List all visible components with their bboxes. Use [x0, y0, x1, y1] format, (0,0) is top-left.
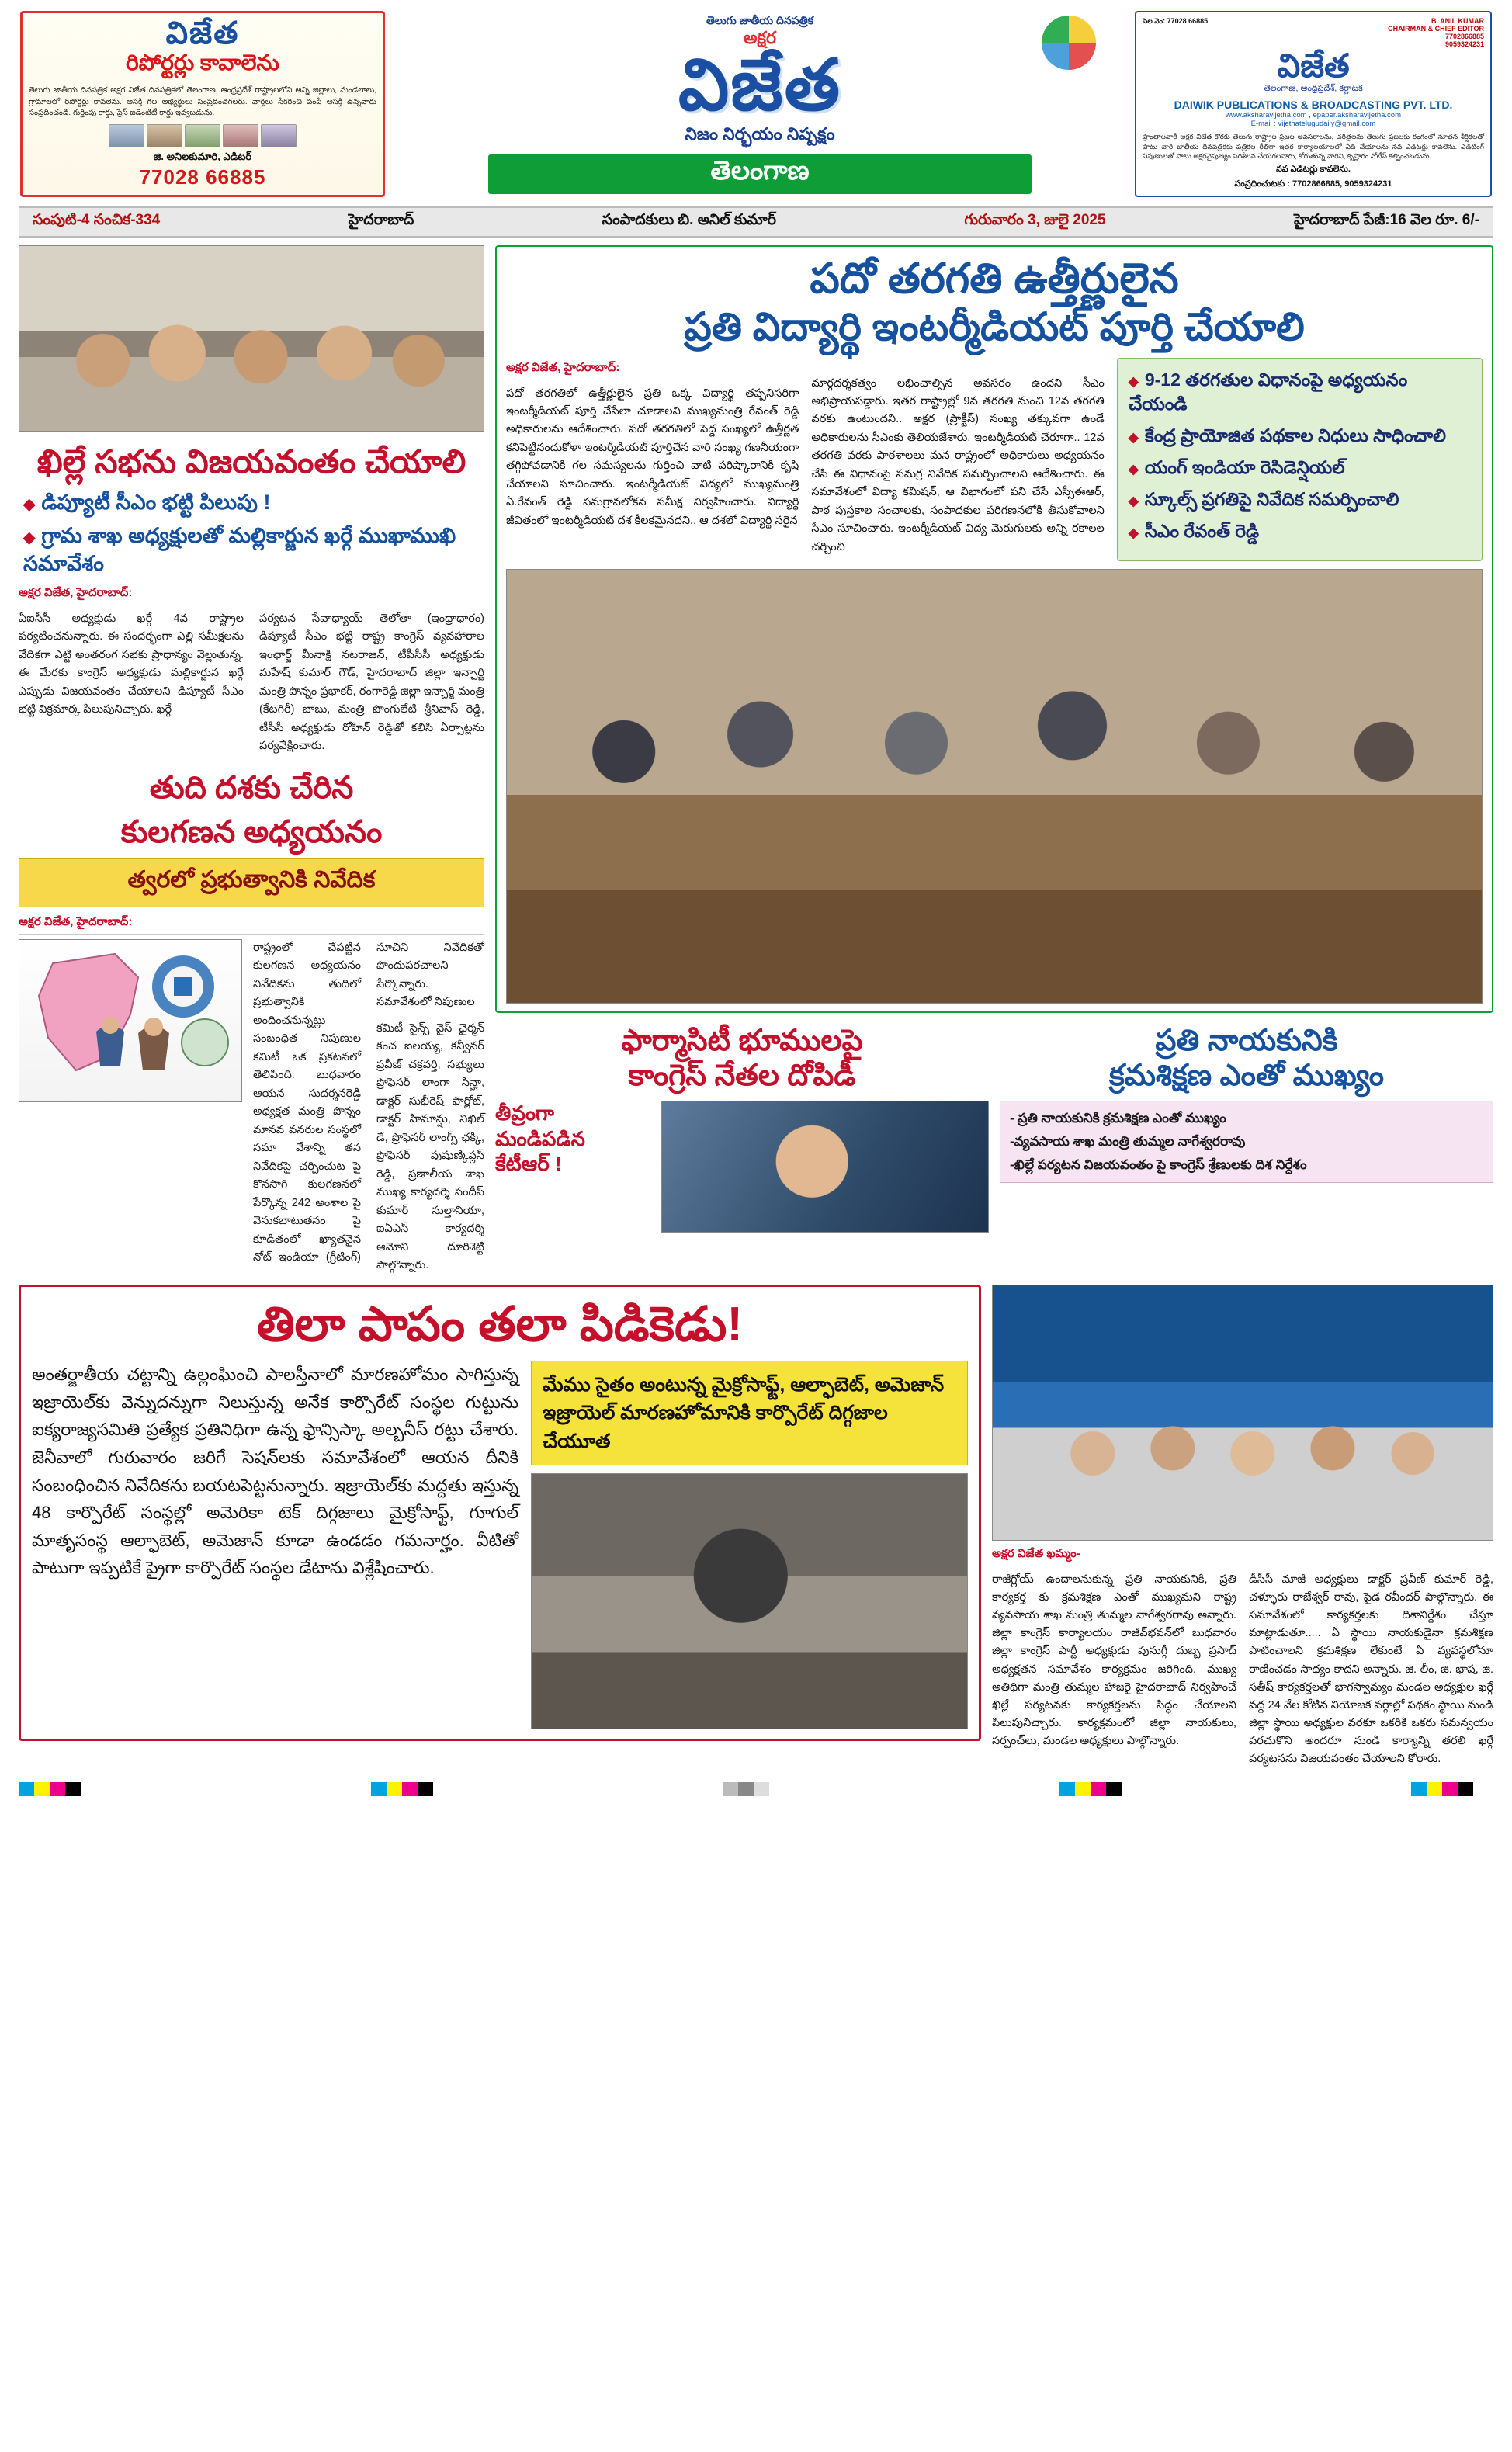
right-ad-note-title: నవ ఎడిటర్లు కావలెను. [1276, 164, 1351, 174]
story-khilla-byline: అక్షర విజేత, హైదరాబాద్: [19, 586, 484, 605]
paragraph: మార్గదర్శకత్వం లభించాల్సిన అవసరం ఉందని సీఎం అభిప్రాయపడ్డారు. ఇతర రాష్ట్రాల్లో 9వ తరగతి నుంచి 12వ తరగతి వరకు ఉంటుందని.. అక్షర (ప్రాక్టీస్) సంఖ్య తక్కువగా ఉండే అధికారులను సీఎంకు తెలియజేశారు. ఇంటర్మీడియట్ చేరూగా.. 12వ తరగతి వరకు పాఠశాలలు మన రాష్ట్రంలో అధికారులు అధ్యయనం చేసి ఈ విధానంపై సమగ్ర నివేదిక సమర్పించాలని ఆదేశించారు. ఈ సమావేశంలో విద్యా కమిషన్, ఆ విభాగంలో పని చేసే ఎస్సీఈఆర్, పాఠ పుస్తకాల సంచాలకు, సంపాదకుల పరిగణనలోకి తీసుకోవాలని సీఎం సూచించారు. ఇంటర్మీడియట్ విద్య మెరుగులకు అన్ని రకాలల చర్చించి [811, 376, 1105, 553]
lead-highlights-box [1117, 358, 1483, 561]
right-ad-logo: విజేత [1277, 47, 1350, 84]
list-item: ◆ సీఎం రేవంత్ రెడ్డి [1129, 519, 1471, 543]
story-caste-body [253, 939, 484, 1275]
list-item: -వ్యవసాయ శాఖ మంత్రి తుమ్మల నాగేశ్వరరావు [1010, 1134, 1246, 1150]
issue-date: గురువారం 3, జులై 2025 [964, 211, 1106, 228]
farmacity-headline-1: ఫార్మాసిటీ భూములపై [621, 1024, 863, 1057]
left-ad-editor-name: జి. అనిలకుమారి, ఎడిటర్ [153, 150, 252, 162]
issue-editor: సంపాదకులు బి. అనిల్ కుమార్ [602, 211, 776, 228]
list-item: -ఖిల్లే పర్యటన విజయవంతం పై కాంగ్రెస్ శ్రేణులకు దిశ నిర్దేశం [1010, 1157, 1307, 1173]
list-item: ◆ స్కూల్స్ ప్రగతిపై నివేదిక సమర్పించాలి [1129, 487, 1471, 512]
story-khilla-body [19, 610, 484, 756]
left-ad-image-strip [29, 124, 376, 147]
color-swatch-group [723, 1782, 769, 1796]
story-caste-band: త్వరలో ప్రభుత్వానికి నివేదిక [19, 858, 484, 907]
farmacity-headline-2: కాంగ్రెస్ నేతల దోపిడీ [628, 1059, 856, 1092]
right-ad-note: ప్రాంతాలవారీ అక్షర విజేత కొరకు తెలుగు రాష్ట్రాల ప్రజల అవసరాలను, చరిత్రలను తెలుగు ప్రజలకు రంగంలో నూతన శీర్షికలతో పాటు వారి జాతీయ దినపత్రికకు పత్రికల రీతిగా ఇతర కార్యాలయాలలో ఏది చేయాలను నవ ఎడిటర్లు కావలెను. ఎడిటింగ్ నిపుణులతో పాటు అక్షరనైపుణ్యం పరిశీలన చేయగలవారు, కోరుతున్న వారిని, కృష్ణారం నోటీస్ కల్పించబడును. [1143, 133, 1484, 161]
print-color-registration-bar [19, 1781, 1493, 1797]
gaza-body: అంతర్జాతీయ చట్టాన్ని ఉల్లంఘించి పాలస్తీనాలో మారణహోమం సాగిస్తున్న ఇజ్రాయెల్‌కు వెన్నుదన్నుగా నిలుస్తున్న అనేక కార్పొరేట్ సంస్థల గుట్టును ఐక్యరాజ్యసమితి ప్రత్యేక ప్రతినిధిగా ఉన్న ఫ్రాన్సిస్కా అల్బనీస్ రట్టు చేశారు. జెనీవాలో గురువారం జరిగే సెషన్‌లకు సమావేశంలో ఆయన దీనికి సంబంధించిన నివేదికను బయటపెట్టనున్నారు. ఇజ్రాయెల్‌కు మద్దతు ఇస్తున్న 48 కార్పొరేట్ సంస్థల్లో అమెరికా టెక్ దిగ్గజాలు మైక్రోసాఫ్ట్, గూగుల్ మాతృసంస్థ ఆల్ఫాబెట్, అమెజాన్ కూడా ఉండడం గమనార్హం. వీటితో పాటుగా ఇప్పటికే ప్రైగా కార్పొరేట్ సంస్థల డేటాను విశ్లేషించారు. [32, 1365, 519, 1578]
story-khilla-bullets [19, 488, 484, 577]
photo-ktr [661, 1101, 989, 1233]
color-swatch-group [1059, 1782, 1122, 1796]
right-ad-phone-2: 9059324231 [1444, 40, 1484, 48]
story-khammam [992, 1285, 1493, 1769]
right-ad-cell-number: సెల నెం: 77028 66885 [1143, 17, 1209, 25]
list-item: ◆ డిప్యూటీ సీఎం భట్టి పిలుపు ! [23, 488, 480, 516]
gaza-quote-box: మేము సైతం అంటున్న మైక్రోసాఫ్ట్, ఆల్ఫాబెట్, అమెజాన్ ఇజ్రాయెల్ మారణహోమానికి కార్పొరేట్ దిగ్గజాల చేయూత [531, 1361, 968, 1465]
ktr-caption-1: తీవ్రంగా [495, 1101, 554, 1125]
masthead-edition: తెలంగాణ [488, 154, 1032, 194]
masthead-tagline: తెలుగు జాతీయ దినపత్రిక [706, 14, 813, 26]
training-headline-2: క్రమశిక్షణ ఎంతో ముఖ్యం [1108, 1059, 1385, 1092]
right-ad-phone-1: 7702866885 [1444, 33, 1484, 40]
story-gaza-box [19, 1285, 981, 1741]
masthead-motto: నిజం నిర్భయం నిష్పక్షం [685, 124, 835, 144]
left-column [19, 245, 484, 1275]
issue-volume: సంపుటి-4 సంచిక-334 [33, 211, 161, 228]
right-ad-regions: తెలంగాణ, ఆంధ్రప్రదేశ్, కర్ణాటక [1264, 84, 1363, 93]
secondary-stories-row [495, 1024, 1493, 1233]
right-column [495, 245, 1493, 1233]
ktr-caption-3: కేటీఆర్ ! [495, 1152, 562, 1176]
paragraph: డీసీసీ మాజీ అధ్యక్షులు డాక్టర్ ప్రవీణ్ కుమార్ రెడ్డి, చళ్ళూరు రాజేశ్వర్ రావు, పైడ రవీందర్ పాల్గొన్నారు. ఈ సమావేశంలో కార్యకర్తలకు దిశానిర్దేశం చేస్తూ మాట్లాడుతూ..... ఏ స్థాయి నాయకుడైనా క్రమశిక్షణ పాటించాలని క్రమశిక్షణ లేకుంటే ఏ వ్యవస్థలోనూ రాణించడం సాధ్యం కాదని అన్నారు. జి. లీం, జి. భాష, జి. సతీష్ కార్యకర్తలతో భాగస్వామ్యం మండల అధ్యక్షుల ఖర్గే వద్ద 24 వేల కోటిన నియోజక వర్గాల్లో పథకం స్థాయి నుండి జిల్లా స్థాయి అధ్యక్షుల వరకూ ఒకరికి ఒకరు సమన్వయం పరచుకొని అందరూ నుండి కార్యాన్ని తరలి ఖర్గే పర్యటనను విజయవంతం చేయాలని కోరారు. [1249, 1573, 1493, 1766]
main-content [14, 238, 1498, 1275]
story-training [1000, 1024, 1493, 1233]
left-ad-logo: విజేత [165, 16, 240, 50]
color-swatch-group [1411, 1782, 1473, 1796]
color-burst-icon [1042, 16, 1096, 70]
khammam-byline: అక్షర విజేత ఖమ్మం- [992, 1547, 1493, 1566]
masthead-left-ad [20, 11, 385, 197]
lead-story-box [495, 245, 1493, 1013]
paragraph: రాజీగ్లోయ్ ఉందాలనుకున్న ప్రతి నాయకునికి, ప్రతి కార్యకర్త కు క్రమశిక్షణ ఎంతో ముఖ్యమని రాష్ట్ర వ్యవసాయ శాఖ మంత్రి తుమ్మల నాగేశ్వరరావు అన్నారు. జిల్లా కాంగ్రెస్ కార్యాలయం రాజీవ్‌భవన్‌లో బుధవారం జిల్లా కాంగ్రెస్ పార్టీ అధ్యక్షుడు పునుగ్గీ దుబ్బ ప్రసాద్ అధ్యక్షతన సమావేశం కార్యక్రమం జరిగింది. ముఖ్య అతిథిగా మంత్రి తుమ్మల హాజరై హైదరాబాద్ నిర్వహించే ఖిల్లే పర్యటనకు కార్యకర్తలను సిద్ధం చేయాలని పిలుపునిచ్చారు. కార్యక్రమంలో జిల్లా నాయకులు, సర్పంచ్‌లు, మండల అధ్యక్షులు పాల్గొన్నారు. [992, 1573, 1236, 1748]
right-ad-company: DAIWIK PUBLICATIONS & BROADCASTING PVT. LTD. [1174, 99, 1453, 111]
story-caste-headline-1: తుది దశకు చేరిన [149, 770, 354, 805]
left-ad-body: తెలుగు జాతీయ దినపత్రిక అక్షర విజేత దినపత్రికలో తెలంగాణ, ఆంధ్రప్రదేశ్ రాష్ట్రాలలోని అన్ని జిల్లాలు, మండలాలు, గ్రామాలలో రిపోర్టర్లు కావలెను. ఆసక్తి గల అభ్యర్థులు సంప్రదించగలరు. వార్తలు సేకరించి పంపే ఆసక్తి ఉన్నవారు సంప్రదించండి. గుర్తింపు కార్డు, ప్రెస్ ఐడెంటిటీ కార్డు ఇవ్వబడును. [29, 86, 376, 117]
paragraph: ఏఐసీసీ అధ్యక్షుడు ఖర్గే 4వ రాష్ట్రాల పర్యటించనున్నారు. ఈ సందర్భంగా ఎల్లి సమీక్షలను వేదికగా ఎట్టి అంతరంగ సభకు ప్రాధాన్యం వెల్లుతున్న. ఈ మేరకు కాంగ్రెస్ అధ్యక్షుడు మల్లికార్జున ఖర్గే ఎప్పుడు విజయవంతం చేయాలని డిప్యూటీ సీఎం భట్టి విక్రమార్క పిలుపునిచ్చారు. ఖర్గే [19, 612, 244, 716]
right-ad-email[interactable]: E-mail : vijethatelugudaily@gmail.com [1250, 120, 1376, 128]
masthead-center [393, 11, 1127, 197]
issue-city: హైదరాబాద్ [348, 211, 414, 228]
photo-cm-review-meeting [506, 569, 1483, 1004]
bottom-section [14, 1275, 1498, 1769]
story-farmacity [495, 1024, 989, 1233]
issue-pages-price: హైదరాబాద్ పేజీ:16 వెల రూ. 6/- [1293, 211, 1479, 228]
story-caste-byline: అక్షర విజేత, హైదరాబాద్: [19, 915, 484, 935]
right-ad-website[interactable]: www.aksharavijetha.com , epaper.aksharavijetha.com [1225, 111, 1401, 120]
left-ad-phone: 77028 66885 [139, 165, 266, 189]
right-ad-top-row [1143, 17, 1484, 48]
masthead-right-ad [1135, 11, 1492, 197]
paragraph: రాష్ట్రంలో చేపట్టిన కులగణన అధ్యయనం నివేదికను తుదిలో ప్రభుత్వానికి అందించనున్నట్లు సంబంధిత నిపుణుల కమిటీ ఒక ప్రకటనలో తెలిపింది. బుధవారం ఆయన సుదర్శనరెడ్డి అధ్యక్షత మంత్రి పొన్నం మానవ వనరుల సంస్థలో సమా వేశాన్ని తన నివేదికపై చర్చించుట పై కొనసాగి కులగణనలో పేర్కొన్న 242 అంశాల పై వెనుకబాటుతనం పై కూడితంలో ఖ్యాతనైన నోట్ ఇండియా (గ్రీటింగ్) సూచిని నివేదికతో పొందుపరచాలని పేర్కొన్నారు. సమావేశంలో నిపుణుల [253, 941, 484, 1264]
ktr-caption-2: మండిపడిన [495, 1126, 585, 1150]
photo-gaza-rubble [531, 1473, 968, 1729]
training-points-box [1000, 1101, 1493, 1182]
left-ad-subtitle: రిపోర్టర్లు కావాలెను [126, 50, 279, 75]
photo-congress-dais [992, 1285, 1493, 1541]
right-ad-chief-role: CHAIRMAN & CHIEF EDITOR [1388, 25, 1484, 33]
paragraph: కమిటీ సైన్స్ వైస్ ఛైర్మన్ కంచ ఐలయ్య, కన్వీనర్ ప్రవీణ్ చక్రవర్తి, సభ్యులు ప్రొఫెసర్ లాంగా సిన్హా, డాక్టర్ సుభీరెష్ ఫార్లోట్, డాక్టర్ హిమాన్షు, నిఖిల్ డే, ప్రొఫెసర్ లాంగ్స్ ఛక్కి, ప్రొఫెసర్ పుషుణ్కిప్లస్ రెడ్డి, ప్రణాలీయ శాఖ ముఖ్య కార్యదర్శి సందీప్ కుమార్ సుల్తానియా, ఐఏఎస్ కార్యదర్శి ఆమోని దూరిశెట్టి పాల్గొన్నారు. [376, 1021, 484, 1272]
masthead [14, 0, 1498, 200]
training-headline-1: ప్రతి నాయకునికి [1155, 1024, 1338, 1057]
masthead-title: విజేత [678, 46, 842, 125]
list-item: - ప్రతి నాయకునికి క్రమశిక్షణ ఎంతో ముఖ్యం [1010, 1111, 1226, 1126]
photo-khilla-meeting [19, 245, 484, 432]
list-item: ◆ గ్రామ శాఖ అధ్యక్షులతో మల్లికార్జున ఖర్గే ముఖాముఖి సమావేశం [23, 522, 480, 578]
list-item: ◆ కేంద్ర ప్రాయోజిత పథకాల నిధులు సాధించాలి [1129, 424, 1471, 448]
right-ad-chief-name: B. ANIL KUMAR [1431, 17, 1484, 25]
story-caste-headline-2: కులగణన అధ్యయనం [120, 814, 383, 849]
color-swatch-group [371, 1782, 433, 1796]
paragraph: పర్యటన సేవాధ్యాయ్ తెలోతా (ఇంధ్రాధారం) డిప్యూటీ సీఎం భట్టి రాష్ట్ర కాంగ్రెస్ వ్యవహారాల ఇంఛార్జ్ మీనాక్షి నటరాజన్, టీపీసీసీ అధ్యక్షుడు మహేష్ కుమార్ గౌడ్, హైదరాబాద్ జిల్లా ఇన్చార్జి మంత్రి పొన్నం ప్రభాకర్, రంగారెడ్డి జిల్లా ఇన్చార్జి మంత్రి (కేటగిరీ) బాబు, మంత్రి పొంగులేటి శ్రీనివాస్ రెడ్డి, టీసీసీ అధ్యక్షుడు రోహిన్ రెడ్డితో కలిసి ఏర్పాట్లను పర్యవేక్షించారు. [259, 612, 484, 753]
masthead-akshara: అక్షర [743, 28, 777, 47]
telangana-map-graphic [19, 940, 241, 1101]
story-khilla-headline: ఖిల్లే సభను విజయవంతం చేయాలి [36, 442, 466, 480]
list-item: ◆ యంగ్ ఇండియా రెసిడెన్షియల్ [1129, 456, 1471, 480]
lead-byline: అక్షర విజేత, హైదరాబాద్: [506, 361, 799, 380]
lead-headline-1: పదో తరగతి ఉత్తీర్ణులైన [810, 255, 1179, 302]
list-item: ◆ 9-12 తరగతుల విధానంపై అధ్యయనం చేయండి [1129, 368, 1471, 416]
color-swatch-group [19, 1782, 81, 1796]
photo-telangana-map [19, 939, 242, 1102]
lead-headline-2: ప్రతి విద్యార్థి ఇంటర్మీడియట్ పూర్తి చేయాలి [684, 304, 1305, 349]
right-ad-contact: సంప్రదించుటకు : 7702866885, 9059324231 [1234, 179, 1392, 189]
issue-info-bar [19, 206, 1493, 238]
paragraph: పదో తరగతిలో ఉత్తీర్ణులైన ప్రతి ఒక్క విద్యార్థి తప్పనిసరిగా ఇంటర్మీడియట్ పూర్తి చేసేలా చూడాలని ముఖ్యమంత్రి రేవంత్ రెడ్డి అధికారులను ఆదేశించారు. పదో తరగతిలో పెద్ద సంఖ్యలో ఉత్తీర్ణత కనిపెట్టినందుకోళా ఇంటర్మీడియట్ పూర్తిచేస వారి సంఖ్య గణనీయంగా తగ్గిపోవడానికి గల సమస్యలను గుర్తించి వాటి పరిష్కారానికి కృషి చేయాలని సూచించారు. ఇంటర్మీడియట్ విద్యలో ముఖ్యమంత్రి ఏ.రేవంత్ రెడ్డి సమగ్రావలోకన సమీక్ష నిర్వహించారు. విద్యార్థి జీవితంలో ఇంటర్మీడియట్ దశ కీలకమైనదని.. ఆ దశలో విద్యార్థి సరైన [506, 387, 799, 527]
gaza-mega-headline: తిలా పాపం తలా పిడికెడు! [256, 1297, 744, 1351]
